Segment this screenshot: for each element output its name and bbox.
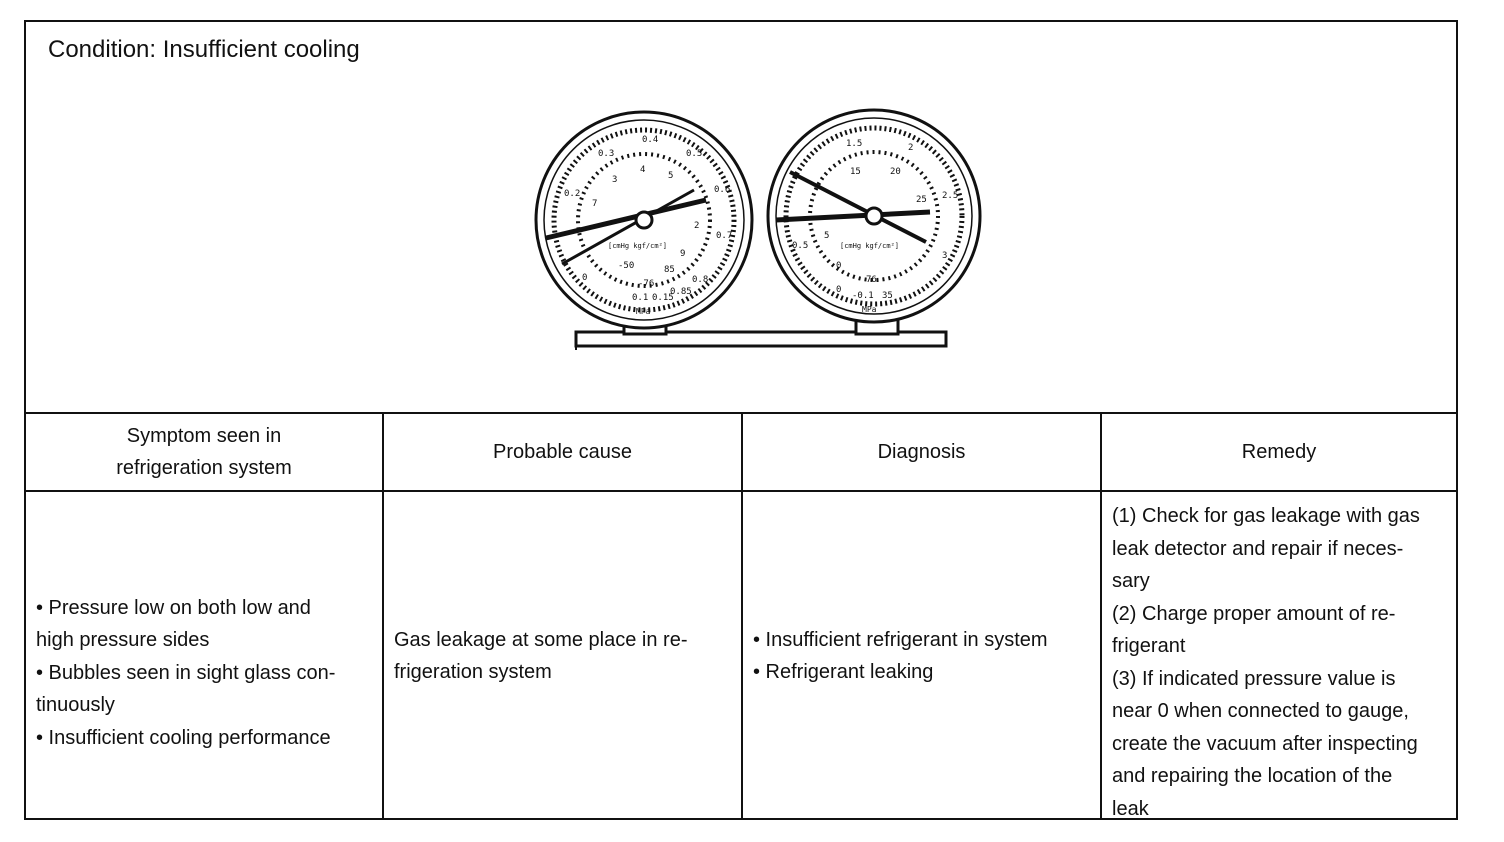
right-outer-label: 2 [908,143,914,153]
right-outer-label: 0 [836,285,842,295]
left-inner-label: 3 [612,175,618,185]
symptom-line: tinuously [36,694,115,717]
left-base-unit: MPa [636,307,651,316]
left-outer-label: 0.7 [716,231,733,241]
left-inner-label: 4 [640,165,646,175]
remedy-line: leak detector and repair if neces- [1112,537,1404,560]
diagnosis-line: • Insufficient refrigerant in system [753,628,1048,651]
right-inner-label: 5 [824,231,830,241]
header-symptom: Symptom seen in refrigeration system [26,414,384,490]
cause-line: frigeration system [394,661,552,683]
right-inner-label: 20 [890,167,901,177]
symptom-cell [26,492,384,820]
left-inner-label: -50 [618,261,635,271]
remedy-line: (3) If indicated pressure value is [1112,667,1396,690]
left-outer-label: 0.8 [692,275,709,285]
left-inner-label: 9 [680,249,686,259]
manifold-gauge-illustration [506,88,986,368]
left-outer-label: 0.4 [642,135,659,145]
cause-line: Gas leakage at some place in re- [394,628,688,651]
remedy-line: (2) Charge proper amount of re- [1112,602,1396,625]
high-pressure-gauge [768,110,980,322]
left-outer-label: 0.15 [652,293,674,303]
right-outer-label: -0.1 [852,291,874,301]
right-inner-label: 25 [916,195,927,205]
right-inner-label: 35 [882,291,893,301]
left-inner-label: 7 [592,199,598,209]
left-outer-label: 0.6 [714,185,731,195]
remedy-line: create the vacuum after inspecting [1112,732,1418,755]
gauge-drawing [506,88,986,368]
right-base-unit: MPa [862,305,877,314]
remedy-line: (1) Check for gas leakage with gas [1112,505,1420,527]
left-outer-label: 0 [582,273,588,283]
header-probable-cause: Probable cause [384,414,743,490]
symptom-line: • Bubbles seen in sight glass con- [36,661,336,684]
remedy-cell [1102,492,1456,820]
right-outer-label: 2.5 [942,191,959,201]
right-inner-label: 0 [836,261,842,271]
diagnosis-line: • Refrigerant leaking [753,661,934,683]
left-outer-label: 0.1 [632,293,649,303]
condition-panel [24,20,1458,820]
symptom-line: • Insufficient cooling performance [36,726,331,749]
condition-title: Condition: Insufficient cooling [48,36,360,63]
left-inner-label: 5 [668,171,674,181]
low-pressure-gauge [536,112,752,328]
left-inner-label: -76 [638,279,655,289]
remedy-line: leak [1112,797,1149,820]
table-row [26,492,1456,820]
remedy-line: near 0 when connected to gauge, [1112,700,1409,722]
left-outer-label: 0.85 [670,287,692,297]
right-outer-label: 3 [942,251,948,261]
symptom-line: • Pressure low on both low and [36,596,311,619]
header-remedy: Remedy [1241,441,1317,463]
remedy-line: and repairing the location of the [1112,765,1393,787]
left-outer-label: 0.2 [564,189,581,199]
symptom-line: high pressure sides [36,629,210,652]
left-inner-label: 85 [664,265,675,275]
left-unit-label: [cmHg kgf/cm²] [608,242,668,250]
remedy-line: frigerant [1112,635,1186,657]
remedy-line: sary [1112,570,1150,592]
troubleshooting-table [26,412,1456,820]
right-inner-label: 76 [866,275,877,285]
right-unit-label: [cmHg kgf/cm²] [840,242,900,250]
right-outer-label: 1.5 [846,139,863,149]
right-outer-label: 0.5 [792,241,809,251]
header-diagnosis: Diagnosis [743,414,1102,490]
probable-cause-cell [384,492,743,820]
left-outer-label: 0.5 [686,149,703,159]
left-inner-label: 2 [694,221,700,231]
left-outer-label: 0.3 [598,149,615,159]
right-inner-label: 15 [850,167,861,177]
table-header-row [26,414,1456,492]
diagnosis-cell [743,492,1102,820]
